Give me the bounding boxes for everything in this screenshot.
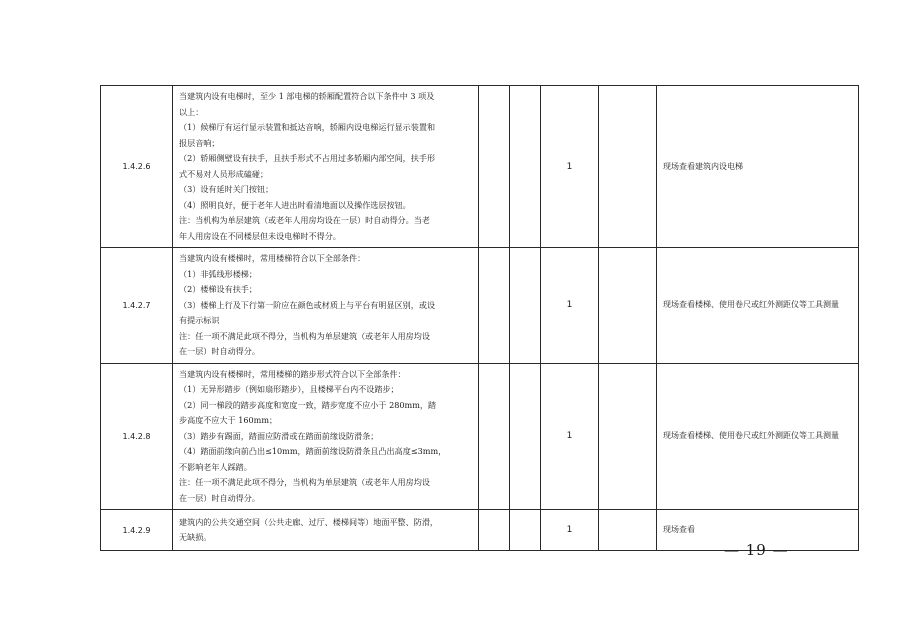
item-score: 1: [541, 363, 599, 510]
item-score: 1: [541, 510, 599, 551]
item-method: 现场查看楼梯、使用卷尺或红外测距仪等工具测量: [657, 363, 859, 510]
empty-cell: [479, 86, 510, 248]
item-code: 1.4.2.9: [101, 510, 173, 551]
item-score: 1: [541, 248, 599, 364]
empty-cell: [599, 510, 657, 551]
empty-cell: [479, 248, 510, 364]
item-method: 现场查看楼梯、使用卷尺或红外测距仪等工具测量: [657, 248, 859, 364]
item-method: 现场查看: [657, 510, 859, 551]
item-requirement: 当建筑内设有楼梯时，常用楼梯符合以下全部条件： （1）非弧线形楼梯； （2）楼梯设有扶手； （3）楼梯上行及下行第一阶应在颜色或材质上与平台有明显区别，或设 有提示标识 注：任一项不满足此项不得分，当机构为单层建筑（或老年人用房均设 在一层）时自动得分。: [173, 248, 479, 364]
item-requirement: 当建筑内设有楼梯时，常用楼梯的踏步形式符合以下全部条件： （1）无异形踏步（例如扇形踏步），且楼梯平台内不设踏步； （2）同一梯段的踏步高度和宽度一致，踏步宽度不应小于 280mm，踏 步高度不应大于 160mm； （3）踏步有踢面，踏面应防滑或在踏面前缘设防滑条； （4）踏面前缘向前凸出≤10mm，踏面前缘设防滑条且凸出高度≤3mm， 不影响老年人踩踏。 注：任一项不满足此项不得分，当机构为单层建筑（或老年人用房均设 在一层）时自动得分。: [173, 363, 479, 510]
item-method: 现场查看建筑内设电梯: [657, 86, 859, 248]
empty-cell: [599, 363, 657, 510]
empty-cell: [479, 510, 510, 551]
item-score: 1: [541, 86, 599, 248]
empty-cell: [510, 510, 541, 551]
item-code: 1.4.2.6: [101, 86, 173, 248]
empty-cell: [510, 248, 541, 364]
criteria-table: [100, 85, 859, 551]
table-row: [101, 248, 859, 364]
item-requirement: 建筑内的公共交通空间（公共走廊、过厅、楼梯间等）地面平整、防滑， 无缺损。: [173, 510, 479, 551]
item-code: 1.4.2.7: [101, 248, 173, 364]
empty-cell: [479, 363, 510, 510]
item-requirement: 当建筑内设有电梯时，至少 1 部电梯的轿厢配置符合以下条件中 3 项及 以上： （1）候梯厅有运行显示装置和抵达音响，轿厢内设电梯运行显示装置和 报层音响； （2）轿厢侧壁设有扶手，且扶手形式不占用过多轿厢内部空间，扶手形 式不易对人员形成磕碰； （3）设有延时关门按钮； （4）照明良好，便于老年人进出时看清地面以及操作选层按钮。 注：当机构为单层建筑（或老年人用房均设在一层）时自动得分。当老 年人用房设在不同楼层但未设电梯时不得分。: [173, 86, 479, 248]
page-number: — 19 —: [724, 541, 789, 559]
table-row: [101, 363, 859, 510]
empty-cell: [599, 86, 657, 248]
table-row: [101, 86, 859, 248]
empty-cell: [510, 363, 541, 510]
empty-cell: [510, 86, 541, 248]
empty-cell: [599, 248, 657, 364]
item-code: 1.4.2.8: [101, 363, 173, 510]
